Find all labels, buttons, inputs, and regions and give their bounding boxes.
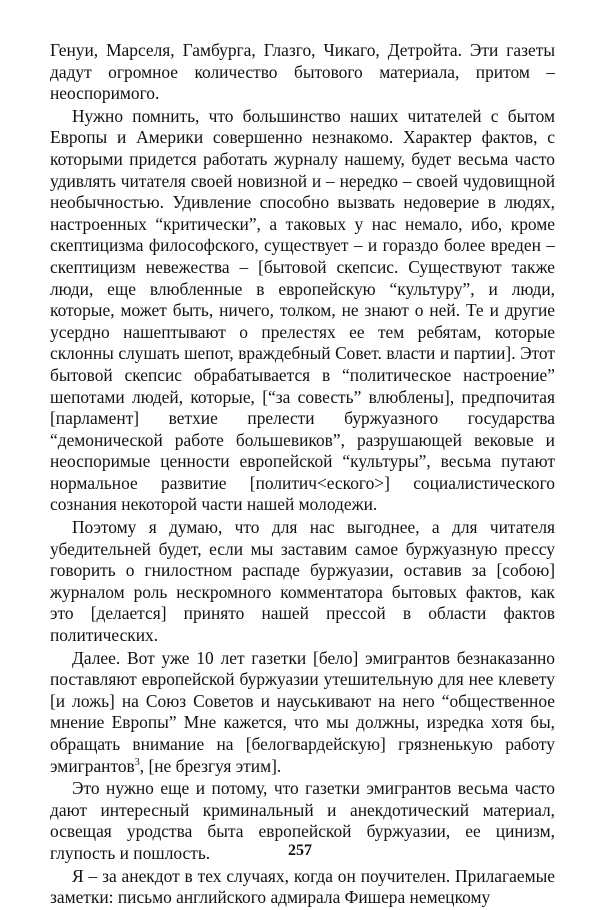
paragraph-5: Это нужно еще и потому, что газетки эмигрантов весьма часто дают интересный криминальный и анекдотический материал, освещая уродства быта европейской буржуазии, ее цинизм, глупость и пошлость. <box>50 778 555 863</box>
paragraph-3: Поэтому я думаю, что для нас выгоднее, а для читателя убедительней будет, если мы заставим самое буржуазную прессу говорить о гнилостном распаде буржуазии, оставив за [собою] журналом роль нескромного комментатора бытовых фактов, как это [делается] принято нашей прессой в области фактов политических. <box>50 517 555 646</box>
paragraph-4-text: Далее. Вот уже 10 лет газетки [бело] эмигрантов безнаказанно поставляют европейской буржуазии утешительную для нее клевету [и ложь] на Союз Советов и науськивают на него “общественное мнение Европы” Мне кажется, что мы должны, изредка хотя бы, обращать внимание на [белогвардейскую] грязненькую работу эмигрантов <box>50 647 555 776</box>
paragraph-4-tail: , [не брезгуя этим]. <box>139 755 282 776</box>
paragraph-6: Я – за анекдот в тех случаях, когда он поучителен. Прилагаемые заметки: письмо английского адмирала Фишера немецкому <box>50 865 555 908</box>
paragraph-2: Нужно помнить, что большинство наших читателей с бытом Европы и Америки совершенно незнакомо. Характер фактов, с которыми придется работать журналу нашему, будет весьма часто удивлять читателя своей новизной и – нередко – своей чудовищной необычностью. Удивление способно вызвать недоверие в людях, настроенных “критически”, а таковых у нас немало, ибо, кроме скептицизма философского, существует – и гораздо более вреден – скептицизм невежества – [бытовой скепсис. Существуют также люди, еще влюбленные в европейскую “культуру”, и люди, которые, может быть, ничего, толком, не знают о ней. Те и другие усердно нашептывают о прелестях ее тем ребятам, которые склонны слушать шепот, враждебный Совет. власти и партии]. Этот бытовой скепсис обрабатывается в “политическое настроение” шепотами людей, которые, [“за совесть” влюблены], предпочитая [парламент] ветхие прелести буржуазного государства “демонической работе большевиков”, разрушающей вековые и неоспоримые ценности европейской “культуры”, весьма путают нормальное развитие [политич<еского>] социалистического сознания некоторой части нашей молодежи. <box>50 105 555 515</box>
page-body <box>50 40 555 910</box>
paragraph-1: Генуи, Марселя, Гамбурга, Глазго, Чикаго, Детройта. Эти газеты дадут огромное количество бытового материала, притом – неоспоримого. <box>50 40 555 104</box>
paragraph-4 <box>50 648 555 778</box>
page-number: 257 <box>288 842 312 859</box>
footnote-ref: 3 <box>134 756 140 768</box>
